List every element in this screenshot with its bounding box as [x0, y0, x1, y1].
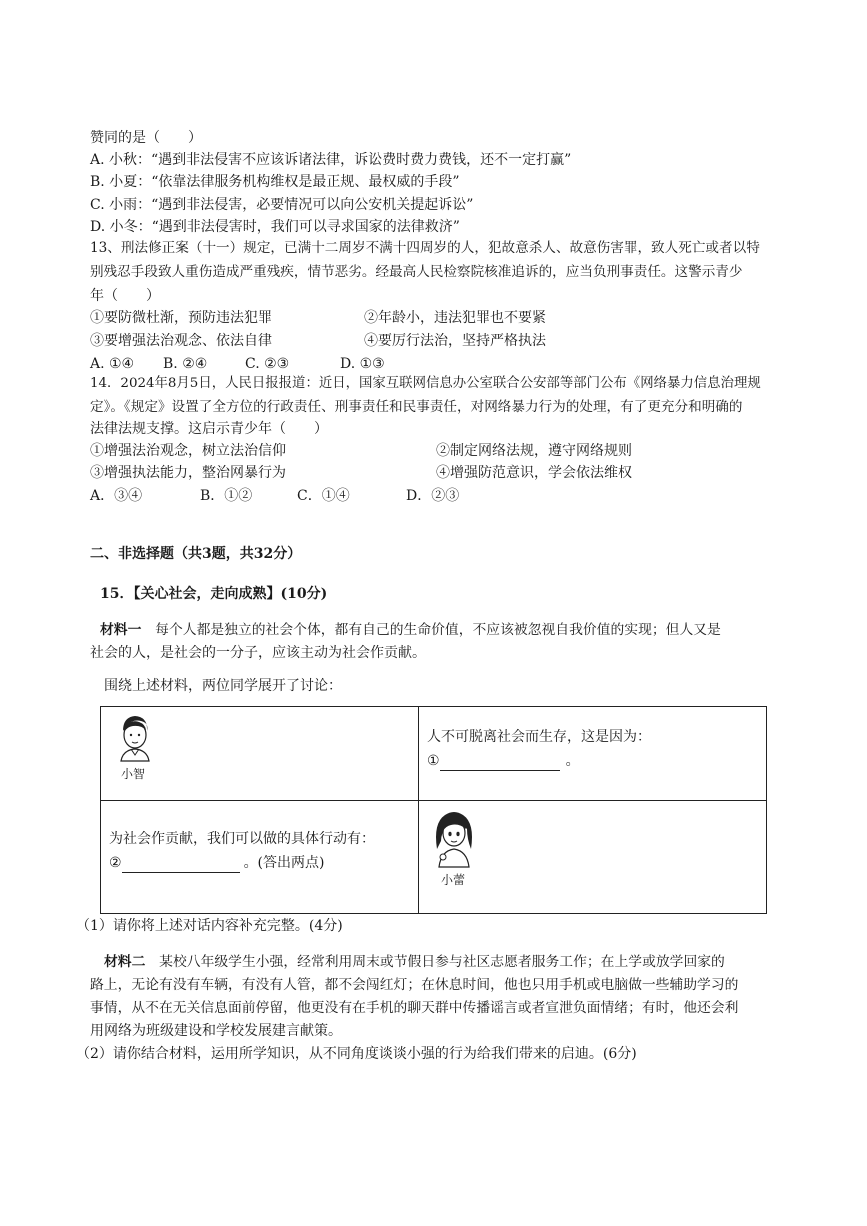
q15-material2-line3: 事情，从不在无关信息面前停留，他更没有在手机的聊天群中传播谣言或者宣泄负面情绪；有时，他还会利	[90, 1000, 739, 1016]
student2-speech-cell	[101, 801, 419, 914]
section-heading: 二、非选择题（共3题，共32分）	[90, 546, 302, 562]
q13-choice-a: A. ①④	[90, 356, 135, 372]
student1-answer-line	[427, 751, 580, 771]
q15-discussion-intro: 围绕上述材料，两位同学展开了讨论：	[104, 678, 342, 694]
q12-stem-tail: 赞同的是（ ）	[90, 130, 202, 146]
blank-1-label: ①	[427, 753, 440, 769]
q15-material2-line1	[104, 952, 725, 972]
q12-option-c: C. 小雨：“遇到非法侵害，必要情况可以向公安机关提起诉讼”	[90, 197, 474, 213]
student1-portrait-cell	[101, 707, 419, 801]
q13-item-4: ④要厉行法治，坚持严格执法	[364, 333, 546, 349]
q15-sub2: （2）请你结合材料，运用所学知识，从不同角度谈谈小强的行为给我们带来的启迪。(6分)	[76, 1046, 637, 1062]
student2-answer-line	[109, 853, 325, 873]
q13-stem-line3: 年（ ）	[90, 288, 160, 304]
q12-option-b: B. 小夏：“依靠法律服务机构维权是最正规、最权威的手段”	[90, 174, 460, 190]
q13-stem-line1: 13、刑法修正案（十一）规定，已满十二周岁不满十四周岁的人，犯故意杀人、故意伤害罪，致人死亡或者以特	[90, 240, 760, 256]
q15-sub1: （1）请你将上述对话内容补充完整。(4分)	[76, 918, 343, 934]
material2-text: 某校八年级学生小强，经常利用周末或节假日参与社区志愿者服务工作；在上学或放学回家的	[145, 954, 725, 970]
q13-choice-b: B. ②④	[163, 356, 208, 372]
q12-option-a: A. 小秋：“遇到非法侵害不应该诉诸法律，诉讼费时费力费钱，还不一定打赢”	[90, 152, 572, 168]
student2-name: 小蕾	[441, 873, 466, 887]
q15-material1-line1	[100, 620, 721, 640]
q13-item-2: ②年龄小，违法犯罪也不要紧	[364, 310, 546, 326]
q13-item-1: ①要防微杜渐，预防违法犯罪	[90, 310, 272, 326]
q15-title: 15．【关心社会，走向成熟】(10分)	[100, 586, 328, 602]
blank-2-label: ②	[109, 855, 122, 871]
student1-name: 小智	[121, 767, 146, 781]
boy-portrait-icon	[115, 713, 155, 763]
blank-2-suffix: 。(答出两点)	[243, 855, 325, 871]
q13-stem-line2: 别残忍手段致人重伤造成严重残疾，情节恶劣。经最高人民检察院核准追诉的，应当负刑事责任。这警示青少	[90, 264, 743, 280]
q14-choice-b: B．①②	[200, 488, 253, 504]
q13-item-3: ③要增强法治观念、依法自律	[90, 333, 272, 349]
student2-text: 为社会作贡献，我们可以做的具体行动有：	[109, 831, 375, 847]
student2-portrait-cell	[419, 801, 767, 914]
q14-stem-line3: 法律法规支撑。这启示青少年（ ）	[90, 421, 328, 437]
q15-material2-line2: 路上，无论有没有车辆，有没有人管，都不会闯红灯；在休息时间，他也只用手机或电脑做一些辅助学习的	[90, 977, 739, 993]
q14-choice-a: A．③④	[90, 488, 143, 504]
q14-item-3: ③增强执法能力，整治网暴行为	[90, 465, 286, 481]
q12-option-d: D. 小冬：“遇到非法侵害时，我们可以寻求国家的法律救济”	[90, 219, 460, 235]
answer-blank-2[interactable]	[122, 856, 240, 873]
material1-label: 材料一	[100, 622, 142, 638]
q13-choice-d: D. ①③	[340, 356, 385, 372]
girl-portrait-icon	[431, 809, 477, 869]
dialogue-table	[100, 706, 767, 914]
q13-choice-c: C. ②③	[245, 356, 290, 372]
student1-speech-cell	[419, 707, 767, 801]
q14-choice-d: D．②③	[406, 488, 460, 504]
material1-text: 每个人都是独立的社会个体，都有自己的生命价值，不应该被忽视自我价值的实现；但人又是	[141, 622, 721, 638]
q14-stem-line1: 14．2024年8月5日，人民日报报道：近日，国家互联网信息办公室联合公安部等部门公布《网络暴力信息治理规	[90, 376, 761, 391]
q14-item-1: ①增强法治观念，树立法治信仰	[90, 443, 286, 459]
q14-item-4: ④增强防范意识，学会依法维权	[436, 465, 632, 481]
material2-label: 材料二	[104, 954, 146, 970]
answer-blank-1[interactable]	[440, 754, 560, 771]
q15-material2-line4: 用网络为班级建设和学校发展建言献策。	[90, 1023, 342, 1039]
student1-text: 人不可脱离社会而生存，这是因为：	[427, 729, 651, 745]
blank-1-suffix: 。	[565, 753, 580, 769]
q14-stem-line2: 定》。《规定》设置了全方位的行政责任、刑事责任和民事责任，对网络暴力行为的处理，有了更充分和明确的	[90, 399, 743, 415]
q14-choice-c: C．①④	[297, 488, 350, 504]
q14-item-2: ②制定网络法规，遵守网络规则	[436, 443, 632, 459]
q15-material1-line2: 社会的人，是社会的一分子，应该主动为社会作贡献。	[90, 645, 426, 661]
